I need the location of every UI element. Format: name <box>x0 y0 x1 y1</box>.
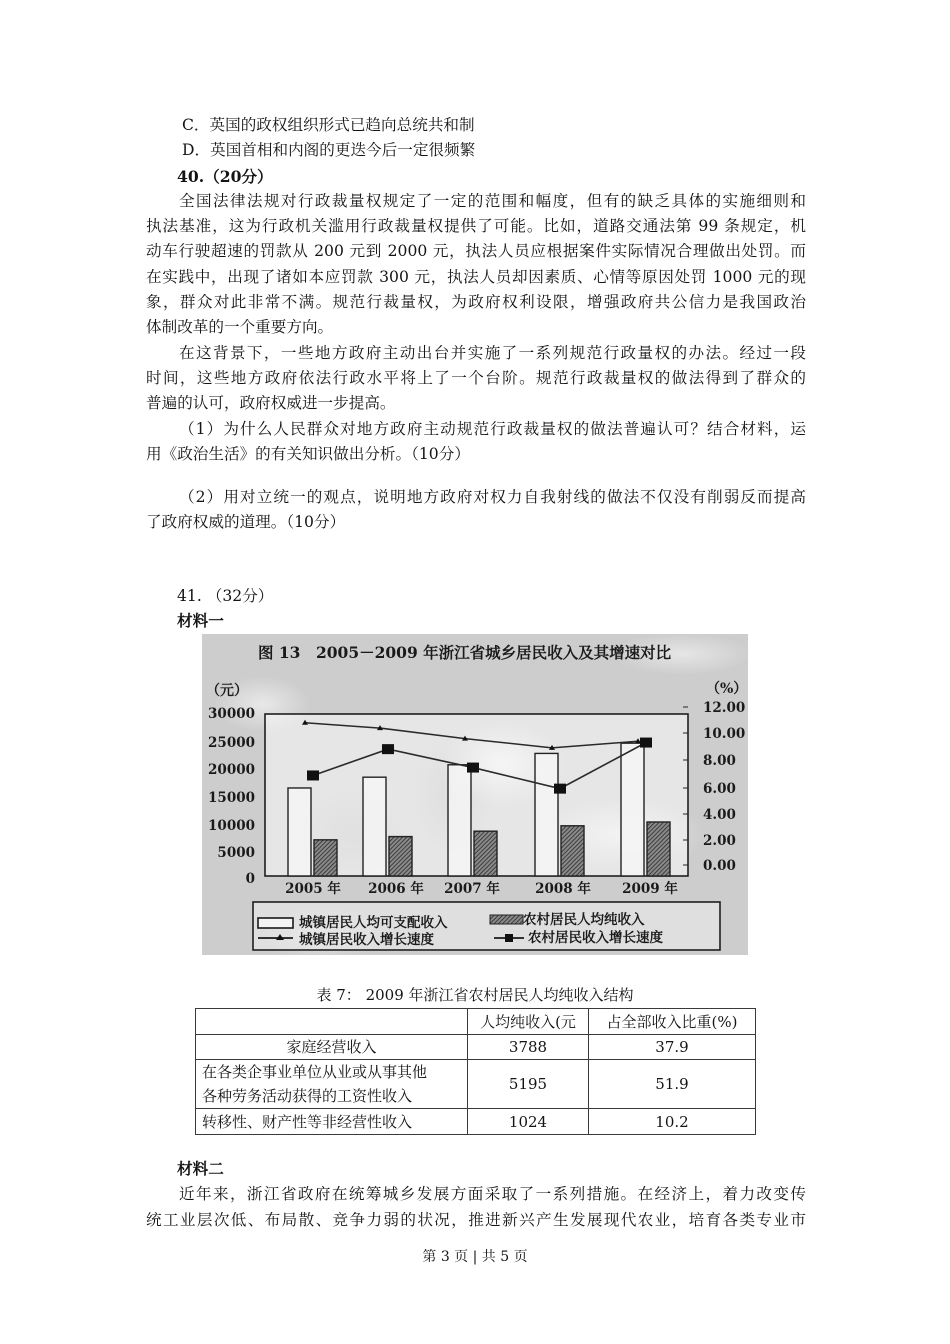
legend-label-urban-income: 城镇居民人均可支配收入 <box>299 915 448 931</box>
square-marker-icon <box>467 763 479 773</box>
left-axis-tick-label: 15000 <box>208 790 255 806</box>
x-axis-category-label: 2007 年 <box>444 881 500 897</box>
table-cell-income: 5195 <box>468 1060 589 1109</box>
q40-paragraph-1-line: 在实践中，出现了诸如本应罚款 300 元，执法人员却因素质、心情等原因处罚 1000 元的现 <box>146 267 806 286</box>
table-cell-income: 1024 <box>468 1109 589 1135</box>
bar-rural-income <box>647 822 670 876</box>
table-cell-item-line: 各种劳务活动获得的工资性收入 <box>202 1087 413 1105</box>
legend-label-rural-growth: 农村居民收入增长速度 <box>528 930 663 946</box>
table-7-caption: 表 7： 2009 年浙江省农村居民人均纯收入结构 <box>316 986 634 1004</box>
option-c: C．英国的政权组织形式已趋向总统共和制 <box>182 116 475 134</box>
right-axis-tick-label: 0.00 <box>703 858 736 874</box>
square-marker-icon <box>382 744 394 754</box>
table-header-cell: 占全部收入比重(%) <box>589 1009 756 1035</box>
left-axis-tick-label: 0 <box>245 871 255 887</box>
left-axis-tick-label: 25000 <box>208 735 255 751</box>
bar-urban-income <box>448 765 471 876</box>
legend-label-urban-growth: 城镇居民收入增长速度 <box>299 932 434 948</box>
table-cell-share: 37.9 <box>589 1035 756 1060</box>
q40-paragraph-1-line: 全国法律法规对行政裁量权规定了一定的范围和幅度，但有的缺乏具体的实施细则和 <box>179 191 806 210</box>
legend-label-rural-income: 农村居民人均纯收入 <box>523 912 645 928</box>
bar-urban-income <box>535 753 558 876</box>
material-2-block <box>146 1157 806 1233</box>
rural-income-structure-table <box>195 1008 756 1135</box>
table-cell-item-line: 在各类企事业单位从业或从事其他 <box>202 1063 428 1081</box>
right-axis-tick-label: 12.00 <box>703 700 746 716</box>
left-axis-unit-label: （元） <box>206 683 248 699</box>
table-cell-item: 家庭经营收入 <box>196 1035 468 1060</box>
table-cell-item <box>196 1060 468 1109</box>
table-row <box>196 1035 756 1060</box>
q40-subquestion-2-line: （2）用对立统一的观点，说明地方政府对权力自我射线的做法不仅没有削弱反而提高 <box>179 488 806 506</box>
q40-subquestion-2-line: 了政府权威的道理。（10分） <box>146 513 346 532</box>
bar-rural-income <box>389 837 412 876</box>
material-2-label: 材料二 <box>177 1160 224 1178</box>
q40-subquestion-1-line: 用《政治生活》的有关知识做出分析。（10分） <box>146 444 470 463</box>
square-marker-icon <box>640 738 652 748</box>
table-header-cell <box>196 1009 468 1035</box>
bar-rural-income <box>474 831 497 876</box>
legend-swatch-rural-income <box>490 915 523 924</box>
page-footer: 第 3 页 | 共 5 页 <box>422 1249 528 1265</box>
q40-paragraph-1-line: 动车行驶超速的罚款从 200 元到 2000 元，执法人员应根据案件实际情况合理做出处罚。而 <box>146 242 806 261</box>
table-cell-share: 51.9 <box>589 1060 756 1109</box>
q40-paragraph-2-line: 在这背景下，一些地方政府主动出台并实施了一系列规范行政量权的办法。经过一段 <box>179 343 806 362</box>
right-axis-tick-label: 4.00 <box>703 807 736 823</box>
right-axis-tick-label: 6.00 <box>703 781 736 797</box>
right-axis-tick-label: 2.00 <box>703 833 736 849</box>
table-cell-income: 3788 <box>468 1035 589 1060</box>
material-1-label: 材料一 <box>177 612 224 631</box>
bar-urban-income <box>288 788 311 876</box>
left-axis-tick-label: 10000 <box>208 818 255 834</box>
x-axis-category-label: 2009 年 <box>622 881 678 897</box>
table-cell-item: 转移性、财产性等非经营性收入 <box>196 1109 468 1135</box>
chart-title: 图 13 2005－2009 年浙江省城乡居民收入及其增速对比 <box>258 643 672 662</box>
option-d: D．英国首相和内阁的更迭今后一定很频繁 <box>182 141 476 160</box>
left-axis-tick-label: 30000 <box>208 706 255 722</box>
bar-urban-income <box>621 743 644 876</box>
table-header-row <box>196 1009 756 1035</box>
q40-paragraph-1-line: 执法基准，这为行政机关滥用行政裁量权提供了可能。比如，道路交通法第 99 条规定，机 <box>146 217 806 236</box>
bar-rural-income <box>561 826 584 876</box>
material-2-line: 近年来，浙江省政府在统筹城乡发展方面采取了一系列措施。在经济上，着力改变传 <box>179 1185 806 1204</box>
question-40-heading: 40.（20分） <box>177 166 273 186</box>
square-marker-icon <box>307 770 319 780</box>
square-marker-icon <box>554 784 566 794</box>
table-row <box>196 1060 756 1109</box>
x-axis-category-label: 2005 年 <box>285 881 341 897</box>
right-axis-tick-label: 10.00 <box>703 726 746 742</box>
question-41-header <box>146 584 806 635</box>
table-header-cell: 人均纯收入(元 <box>468 1009 589 1035</box>
bar-rural-income <box>314 840 337 876</box>
x-axis-category-label: 2008 年 <box>535 881 591 897</box>
q40-paragraph-2-line: 时间，这些地方政府依法行政水平将上了一个台阶。规范行政裁量权的做法得到了群众的 <box>146 368 806 387</box>
right-axis-tick-label: 8.00 <box>703 753 736 769</box>
right-axis-unit-label: （%） <box>706 681 748 697</box>
square-marker-icon <box>505 934 513 942</box>
q40-paragraph-2-line: 普遍的认可，政府权威进一步提高。 <box>146 394 396 413</box>
question-40-block <box>146 113 806 467</box>
table-row <box>196 1109 756 1135</box>
table-cell-share: 10.2 <box>589 1109 756 1135</box>
left-axis-tick-label: 5000 <box>217 845 255 861</box>
material-2-line: 统工业层次低、布局散、竞争力弱的状况，推进新兴产生发展现代农业，培育各类专业市 <box>146 1210 806 1229</box>
q40-subquestion-1-line: （1）为什么人民群众对地方政府主动规范行政裁量权的做法普遍认可？结合材料，运 <box>179 419 806 438</box>
x-axis-category-label: 2006 年 <box>368 881 424 897</box>
q40-paragraph-1-line: 象，群众对此非常不满。规范行裁量权，为政府权利设限，增强政府共公信力是我国政治 <box>146 293 806 312</box>
q40-paragraph-1-line: 体制改革的一个重要方向。 <box>146 318 334 337</box>
income-chart <box>202 634 748 955</box>
question-41-heading: 41. （32分） <box>177 587 274 605</box>
income-chart-figure <box>202 634 748 955</box>
q40-subquestion-2 <box>146 485 806 536</box>
legend-swatch-urban-income <box>258 918 293 928</box>
left-axis-tick-label: 20000 <box>208 762 255 778</box>
bar-urban-income <box>363 777 386 876</box>
